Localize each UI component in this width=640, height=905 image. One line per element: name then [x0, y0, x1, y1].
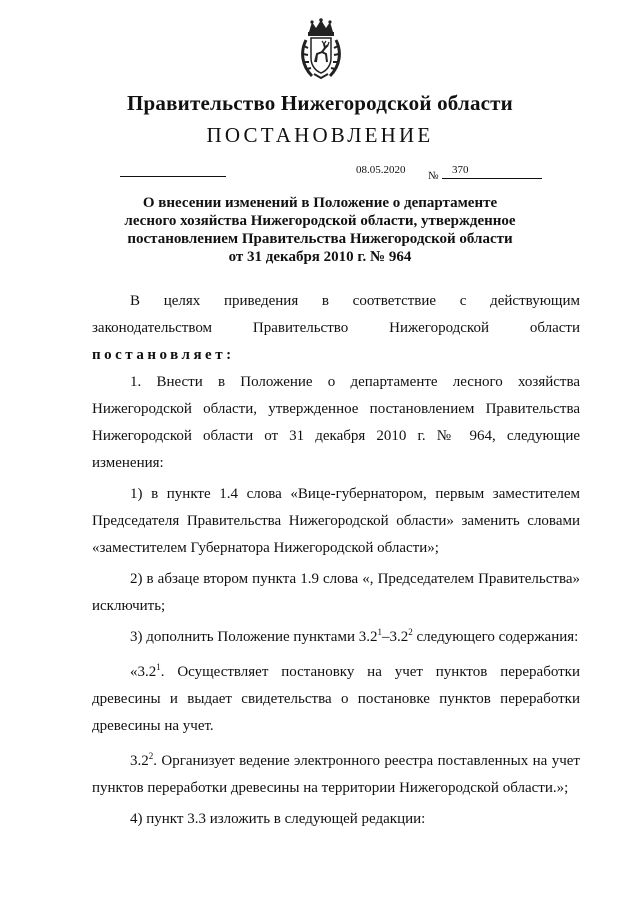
- title-line: постановлением Правительства Нижегородской области: [127, 231, 513, 247]
- document-date: 08.05.2020: [356, 164, 406, 176]
- document-number: 370: [452, 164, 469, 176]
- clause-text: . Организует ведение электронного реестра поставленных на учет пунктов переработки древесины на территории Нижегородской области.»;: [92, 753, 580, 796]
- subitem-3: [92, 624, 580, 651]
- document-body: [92, 288, 580, 833]
- subitem-1: 1) в пункте 1.4 слова «Вице-губернатором, первым заместителем Председателя Правительства Нижегородской области» заменить словами «заместителем Губернатора Нижегородской области»;: [92, 486, 580, 556]
- subitem-3-text: 3) дополнить Положение пунктами 3.2: [130, 629, 378, 645]
- superscript: 1: [156, 662, 161, 672]
- clause-3-2-2: [92, 748, 580, 802]
- resolves-text: постановляет:: [92, 347, 235, 363]
- number-line: [442, 178, 542, 179]
- superscript: 2: [148, 751, 154, 761]
- clause-text: «3.2: [130, 664, 157, 680]
- subitem-3-text: следующего содержания:: [412, 629, 579, 645]
- item-1: 1. Внести в Положение о департаменте лесного хозяйства Нижегородской области, утвержденное постановлением Правительства Нижегородской области от 31 декабря 2010 г. № 964, следующие изменения:: [92, 374, 580, 471]
- clause-3-2-1: [92, 659, 580, 740]
- number-sign: №: [428, 170, 439, 182]
- resolution-word: [92, 342, 580, 369]
- intro-line: В целях приведения в соответствие с действующим: [130, 293, 580, 309]
- subitem-4: 4) пункт 3.3 изложить в следующей редакции:: [130, 811, 426, 827]
- superscript: 1: [377, 627, 382, 637]
- title-line: от 31 декабря 2010 г. № 964: [228, 249, 412, 265]
- title-line: лесного хозяйства Нижегородской области, утвержденное: [124, 213, 516, 229]
- subitem-3-text: –3.2: [382, 629, 409, 645]
- subitem-2: 2) в абзаце втором пункта 1.9 слова «, Председателем Правительства» исключить;: [92, 571, 580, 614]
- document-type: ПОСТАНОВЛЕНИЕ: [206, 123, 434, 147]
- date-blank-line: [120, 176, 226, 177]
- intro-line: законодательством Правительство Нижегородской области: [92, 320, 580, 336]
- superscript: 2: [408, 627, 413, 637]
- document-title: [110, 194, 530, 266]
- clause-text: 3.2: [130, 753, 149, 769]
- title-line: О внесении изменений в Положение о департаменте: [142, 195, 498, 211]
- clause-text: . Осуществляет постановку на учет пунктов переработки древесины и выдает свидетельства о постановке пунктов переработки древесины на учет.: [92, 664, 580, 734]
- coat-of-arms-emblem: [300, 18, 342, 80]
- government-name: Правительство Нижегородской области: [127, 91, 513, 115]
